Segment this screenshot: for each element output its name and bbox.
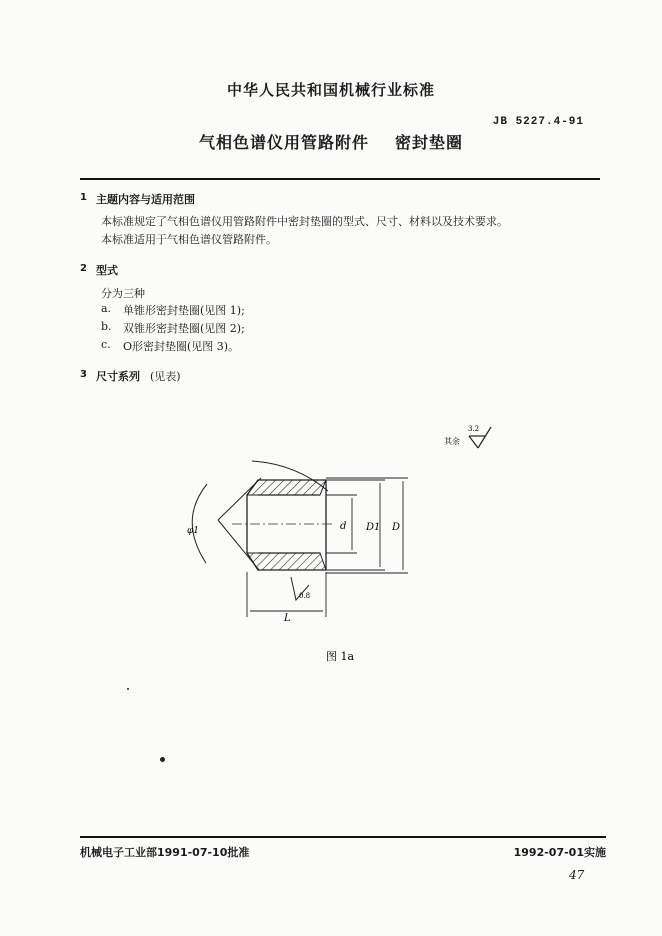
section-3-number: 3: [80, 369, 87, 380]
dim-D-label: D: [392, 522, 401, 533]
document-title-sub: 密封垫圈: [395, 133, 464, 152]
dim-L-label: L: [284, 613, 291, 624]
approval-date: 机械电子工业部1991-07-10批准: [80, 846, 250, 859]
footer-rule: [80, 836, 606, 838]
section-3-note: (见表): [150, 370, 181, 383]
section-2-item-a-marker: a.: [101, 302, 112, 315]
dimension-lines: [247, 478, 408, 617]
section-1-line-1: 本标准规定了气相色谱仪用管路附件中密封垫圈的型式、尺寸、材料以及技术要求。: [101, 215, 508, 228]
angle-label: φ1: [187, 526, 200, 536]
section-2-item-c-marker: c.: [101, 338, 111, 351]
roughness-value: 3.2: [468, 425, 480, 433]
scan-speck: [160, 757, 165, 762]
roughness-prefix: 其余: [444, 437, 460, 446]
dim-d-label: d: [340, 521, 347, 532]
page-number: 47: [569, 868, 585, 882]
section-3-heading: 尺寸系列: [96, 370, 140, 383]
figure-caption: 图 1a: [326, 650, 355, 663]
dim-D1-label: D1: [366, 522, 381, 533]
section-2-item-a: 单锥形密封垫圈(见图 1);: [123, 304, 245, 317]
hatched-sections: [247, 480, 326, 570]
standard-code: JB 5227.4-91: [492, 116, 584, 128]
section-1-heading: 主题内容与适用范围: [96, 193, 195, 206]
effective-date: 1992-07-01实施: [513, 846, 606, 859]
scan-speck: [127, 688, 129, 690]
section-1-number: 1: [80, 192, 87, 203]
section-2-intro: 分为三种: [101, 287, 145, 300]
surface-finish-value: 0.8: [299, 592, 311, 600]
section-2-heading: 型式: [96, 264, 118, 277]
section-1-line-2: 本标准适用于气相色谱仪管路附件。: [101, 233, 277, 246]
issuing-standard-heading: 中华人民共和国机械行业标准: [226, 81, 435, 99]
section-2-number: 2: [80, 263, 87, 274]
document-title-main: 气相色谱仪用管路附件: [198, 133, 369, 152]
section-2-item-c: O形密封垫圈(见图 3)。: [123, 340, 240, 353]
section-2-item-b: 双锥形密封垫圈(见图 2);: [123, 322, 245, 335]
section-2-item-b-marker: b.: [101, 320, 112, 333]
